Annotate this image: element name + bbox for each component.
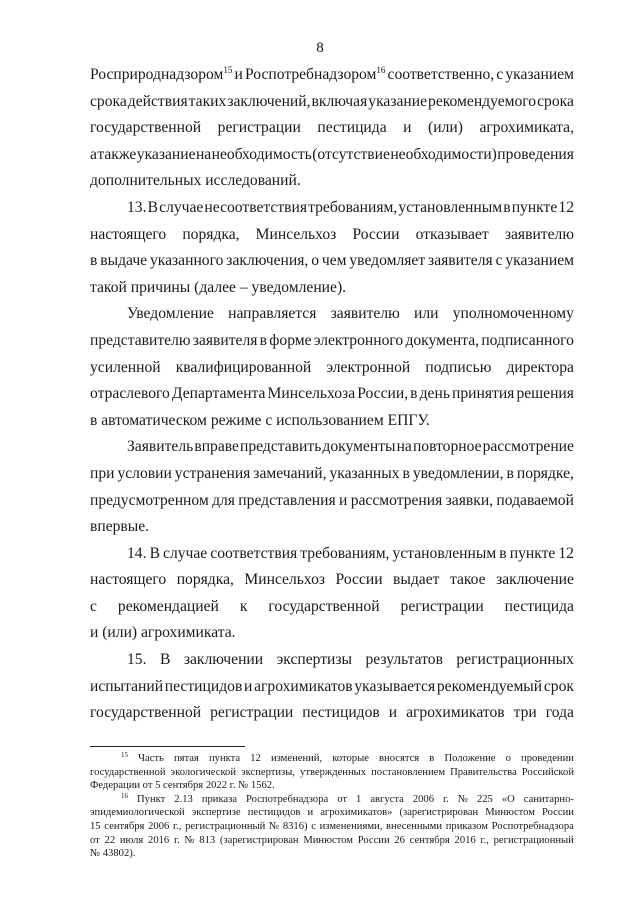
- body-word: указанных: [329, 464, 400, 482]
- body-word: государственной: [90, 704, 202, 722]
- body-word: государственной: [268, 597, 380, 615]
- body-word: в автоматическом режиме с использованием ЕПГУ.: [90, 411, 430, 429]
- footnote-word: Федерации от 5 сентября 2022 г. № 1562.: [90, 780, 275, 792]
- body-word: пестицидов: [164, 677, 243, 695]
- body-word: установленным: [398, 198, 503, 216]
- body-word: и: [234, 66, 243, 83]
- footnote-word: сентября: [409, 834, 450, 846]
- body-word: результатов: [365, 651, 443, 669]
- body-word: Росприроднадзором$^{15}$: [90, 65, 233, 83]
- body-word: подаваемой: [496, 491, 574, 509]
- footnote-word: санитарно-: [523, 793, 574, 805]
- body-word: пестицидов: [302, 704, 380, 722]
- footnote-word: г.,: [172, 820, 182, 832]
- body-word: направляется: [228, 305, 317, 323]
- body-word: представить: [240, 438, 322, 456]
- footnote-word: пестицидов: [247, 807, 301, 819]
- body-word: Минсельхоз: [244, 571, 326, 589]
- body-word: агрохимикатов: [254, 677, 353, 695]
- footnote-line: [90, 806, 574, 820]
- body-word: заявителя: [428, 252, 493, 270]
- body-line: [90, 89, 574, 116]
- body-line: [90, 620, 574, 647]
- footnote-word: 2016: [148, 834, 170, 846]
- footnote-word: 12: [250, 753, 261, 764]
- footnote-line: [90, 779, 574, 793]
- body-line: [90, 700, 574, 727]
- body-word: в: [506, 464, 514, 482]
- footnote-word: России: [357, 834, 390, 846]
- body-word: рекомендацией: [117, 597, 219, 615]
- footnote-word: изменениями,: [319, 820, 383, 832]
- body-word: необходимости): [390, 145, 497, 163]
- footnote-word: Минюстом: [485, 807, 535, 819]
- body-word: устранения: [174, 464, 251, 482]
- body-word: принятия: [452, 385, 515, 403]
- footnote-line: [90, 793, 574, 807]
- body-word: рекомендуемый: [436, 677, 543, 695]
- footnote-word: экологической: [170, 766, 237, 778]
- body-word: указывается: [354, 677, 436, 695]
- body-word: отраслевого: [90, 385, 170, 403]
- body-line: [90, 541, 574, 568]
- footnote-word: от: [90, 834, 100, 846]
- footnote-word: от: [337, 793, 348, 805]
- footnote-word: г.: [173, 834, 180, 846]
- body-line: [90, 355, 574, 382]
- body-word: замечаний,: [253, 464, 327, 482]
- body-line: [90, 434, 574, 461]
- body-word: уведомлении,: [412, 464, 504, 482]
- body-word: в: [503, 198, 511, 216]
- body-word: условии: [117, 464, 172, 482]
- body-word: России: [335, 571, 383, 589]
- body-word: порядка,: [182, 225, 240, 243]
- body-word: рассмотрение: [482, 438, 574, 456]
- footnote-word: [121, 793, 128, 807]
- footnote-word: пятая: [174, 753, 199, 764]
- footnote-ref: 15: [121, 751, 128, 759]
- body-word: квалифицированной: [175, 358, 312, 376]
- body-word: подписью: [425, 358, 492, 376]
- body-word: таких: [188, 92, 227, 110]
- footnote-word: сентября: [104, 820, 145, 832]
- body-word: представителю: [90, 331, 191, 349]
- footnote-word: утвержденных: [300, 766, 367, 778]
- body-line: [90, 594, 574, 621]
- body-word: 15.: [127, 651, 147, 669]
- body-word: о: [311, 252, 319, 270]
- body-word: указание: [368, 92, 428, 110]
- body-line: [90, 328, 574, 355]
- body-word: случае: [163, 544, 208, 562]
- footnote-word: Пункт: [137, 793, 166, 805]
- body-word: России: [352, 225, 400, 243]
- body-word: пестицида: [504, 597, 574, 615]
- body-word: В: [159, 651, 171, 669]
- footnote-word: №: [457, 793, 468, 805]
- body-word: указанием: [505, 252, 574, 270]
- body-word: уполномоченному: [452, 305, 574, 323]
- body-word: срока: [90, 92, 127, 110]
- footnote-word: и: [307, 807, 314, 819]
- footnote-word: №: [269, 820, 280, 832]
- body-word: заключения,: [226, 252, 309, 270]
- body-word: усиленной: [90, 358, 161, 376]
- body-word: регистрации: [400, 597, 484, 615]
- footnote-word: 2006: [148, 820, 170, 832]
- body-word: соответственно,: [387, 66, 495, 83]
- footnote-word: (зарегистрирован: [399, 807, 479, 819]
- body-word: на: [396, 438, 412, 456]
- body-word: повторное: [412, 438, 482, 456]
- footnote-word: которые: [332, 753, 369, 764]
- body-word: дополнительных исследований.: [90, 172, 301, 190]
- body-word: агрохимикатов: [406, 704, 505, 722]
- body-line: [90, 168, 574, 195]
- body-word: Минсельхоз: [255, 225, 337, 243]
- footnote-word: №: [184, 834, 195, 846]
- body-word: требованиям,: [300, 544, 390, 562]
- body-line: [90, 62, 574, 89]
- footnote-word: проведении: [521, 753, 574, 764]
- body-word: рекомендуемого: [428, 92, 537, 110]
- footnote-word: о: [505, 753, 511, 764]
- body-word: уведомляет: [349, 252, 426, 270]
- body-word: заявителя: [192, 331, 258, 349]
- body-word: и: [339, 491, 348, 509]
- footnote-word: 2.13: [174, 793, 193, 805]
- footnote-word: Минюстом: [303, 834, 353, 846]
- footnote-word: «О: [501, 793, 515, 805]
- footnote-word: агрохимикатов»: [320, 807, 393, 819]
- body-word: 13.: [127, 198, 147, 216]
- footnote-word: № 43802).: [90, 848, 136, 860]
- footnote-word: постановлением: [371, 766, 446, 778]
- body-word: порядка,: [176, 571, 234, 589]
- body-line: [90, 461, 574, 488]
- body-word: или: [414, 305, 439, 323]
- body-line: [90, 142, 574, 169]
- footnote-word: экспертизе: [191, 807, 241, 819]
- footnote-word: внесенными: [386, 820, 443, 832]
- body-word: заключений,: [227, 92, 311, 110]
- body-word: в: [402, 464, 410, 482]
- body-word: рассмотрения: [350, 491, 443, 509]
- footnote-line: [90, 820, 574, 834]
- body-word: с: [496, 66, 504, 83]
- footnote-word: регистрационный: [185, 820, 266, 832]
- body-word: заявителю: [504, 225, 574, 243]
- footnote-word: 15: [90, 820, 101, 832]
- body-word: указанного: [149, 252, 224, 270]
- body-word: представления: [238, 491, 336, 509]
- body-word: испытаний: [90, 677, 164, 695]
- body-word: порядке,: [516, 464, 574, 482]
- body-word: директора: [506, 358, 574, 376]
- body-word: указанием: [505, 66, 574, 83]
- footnote-word: Российской: [521, 766, 574, 778]
- body-word: и (или) агрохимиката.: [90, 624, 236, 642]
- body-word: Уведомление: [127, 305, 214, 323]
- body-word: агрохимиката,: [479, 119, 574, 137]
- footnote-word: (зарегистрирован: [219, 834, 299, 846]
- body-word: выдаче: [100, 252, 148, 270]
- body-word: 12: [558, 198, 574, 216]
- footnote-ref: 16: [376, 65, 386, 75]
- body-word: электронного: [313, 331, 404, 349]
- body-line: [90, 222, 574, 249]
- body-word: решения: [516, 385, 574, 403]
- footnote-word: вносятся: [379, 753, 420, 764]
- body-word: включая: [311, 92, 368, 110]
- footnote-word: 2016: [454, 834, 476, 846]
- body-word: и: [244, 677, 253, 695]
- footnote-word: июля: [119, 834, 144, 846]
- body-word: требованиям,: [308, 198, 398, 216]
- footnote-word: государственной: [90, 766, 166, 778]
- body-word: Роспотребнадзором$^{16}$: [245, 65, 386, 83]
- footnote-word: Положение: [444, 753, 496, 764]
- body-word: экспертизы: [276, 651, 353, 669]
- body-word: действия: [127, 92, 188, 110]
- footnote-word: 26: [394, 834, 405, 846]
- footnote-word: Правительства: [450, 766, 517, 778]
- body-word: в: [499, 544, 507, 562]
- footnote-line: [90, 834, 574, 848]
- footnote-word: 2006: [412, 793, 435, 805]
- body-word: заключении: [183, 651, 264, 669]
- footnote-word: [121, 752, 128, 766]
- footnote-word: 225: [476, 793, 493, 805]
- body-line: [90, 408, 574, 435]
- body-word: заявителю: [330, 305, 400, 323]
- body-word: с: [495, 252, 503, 270]
- body-word: регистрации: [210, 704, 294, 722]
- body-word: срок: [543, 677, 574, 695]
- body-word: проведения: [497, 145, 574, 163]
- body-word: также: [97, 145, 137, 163]
- body-word: день: [419, 385, 450, 403]
- footnote-word: 1: [356, 793, 362, 805]
- footnote-word: г.,: [480, 834, 489, 846]
- body-word: отказывает: [415, 225, 489, 243]
- footnote-ref: 15: [223, 65, 233, 75]
- footnote-word: августа: [370, 793, 404, 805]
- body-line: [90, 275, 574, 302]
- body-word: соответствия: [210, 544, 298, 562]
- body-word: в: [410, 385, 418, 403]
- footnote-word: Роспотребнадзора: [246, 793, 329, 805]
- footnote-word: изменений,: [270, 753, 323, 764]
- body-word: пункте: [509, 544, 556, 562]
- footnote-word: регистрационный: [493, 834, 574, 846]
- body-word: несоответствия: [204, 198, 308, 216]
- body-word: впервые.: [90, 518, 150, 536]
- body-word: пестицида: [317, 119, 387, 137]
- footnote-word: России: [542, 807, 574, 819]
- body-word: случае: [159, 198, 204, 216]
- body-word: Департамента: [171, 385, 266, 403]
- footnote-line: [90, 752, 574, 766]
- body-word: В: [149, 544, 160, 562]
- body-word: установленным: [392, 544, 497, 562]
- body-word: и: [403, 119, 412, 137]
- body-word: России,: [357, 385, 409, 403]
- body-word: форме: [269, 331, 312, 349]
- body-word: документы: [322, 438, 396, 456]
- footnote-line: [90, 766, 574, 780]
- footnote-word: 8316): [282, 820, 308, 832]
- body-word: указание: [136, 145, 196, 163]
- footnote-word: эпидемиологической: [90, 807, 185, 819]
- body-word: три: [513, 704, 537, 722]
- body-line: [90, 674, 574, 701]
- body-word: Заявитель: [127, 438, 194, 456]
- footnote-word: 22: [104, 834, 116, 846]
- body-line: [90, 248, 574, 275]
- footnote-word: экспертизы,: [241, 766, 295, 778]
- body-word: пункте: [511, 198, 558, 216]
- document-body: [90, 62, 574, 727]
- body-word: к: [239, 597, 248, 615]
- footnote-word: с: [311, 820, 316, 832]
- body-word: электронной: [326, 358, 411, 376]
- page-number: 8: [316, 40, 324, 56]
- body-word: срока: [537, 92, 574, 110]
- footnote-word: пункта: [209, 753, 241, 764]
- body-word: в: [90, 252, 98, 270]
- footnotes: [90, 752, 574, 861]
- body-line: [90, 488, 574, 515]
- body-word: 14.: [127, 544, 147, 562]
- footnote-ref: 16: [121, 791, 128, 800]
- body-line: [90, 647, 574, 674]
- body-word: при: [90, 464, 115, 482]
- body-word: заключение: [496, 571, 574, 589]
- body-word: такое: [449, 571, 486, 589]
- body-word: Минсельхоза: [267, 385, 356, 403]
- body-word: настоящего: [90, 225, 167, 243]
- body-word: регистрации: [217, 119, 301, 137]
- body-line: [90, 115, 574, 142]
- footnote-word: Роспотребнадзора: [491, 820, 574, 832]
- body-line: [90, 195, 574, 222]
- body-word: 12: [558, 544, 574, 562]
- footnote-word: г.: [443, 793, 449, 805]
- body-word: на: [195, 145, 212, 163]
- body-word: в: [259, 331, 268, 349]
- body-word: чем: [321, 252, 347, 270]
- body-word: настоящего: [90, 571, 167, 589]
- body-line: [90, 567, 574, 594]
- body-word: документа,: [405, 331, 480, 349]
- body-word: регистрационных: [456, 651, 574, 669]
- body-word: заявки,: [445, 491, 494, 509]
- body-line: [90, 301, 574, 328]
- footnote-line: [90, 847, 574, 861]
- body-word: для: [212, 491, 235, 509]
- body-word: вправе: [194, 438, 239, 456]
- body-word: предусмотренном: [90, 491, 209, 509]
- footnote-word: в: [429, 753, 435, 764]
- body-word: необходимость: [211, 145, 312, 163]
- body-line: [90, 381, 574, 408]
- body-word: государственной: [90, 119, 202, 137]
- body-word: такой причины (далее – уведомление).: [90, 278, 347, 296]
- body-word: (или): [428, 119, 463, 137]
- footnote-separator: [90, 746, 245, 747]
- body-word: а: [90, 145, 97, 163]
- body-word: и: [388, 704, 398, 722]
- body-word: (отсутствие: [312, 145, 390, 163]
- body-line: [90, 514, 574, 541]
- body-word: В: [147, 198, 159, 216]
- footnote-word: приказом: [445, 820, 488, 832]
- body-word: с: [90, 597, 97, 615]
- footnote-word: приказа: [201, 793, 238, 805]
- footnote-word: 813: [199, 834, 216, 846]
- footnote-word: Часть: [138, 753, 164, 764]
- body-word: выдает: [393, 571, 440, 589]
- body-word: подписанного: [481, 331, 574, 349]
- body-word: года: [545, 704, 574, 722]
